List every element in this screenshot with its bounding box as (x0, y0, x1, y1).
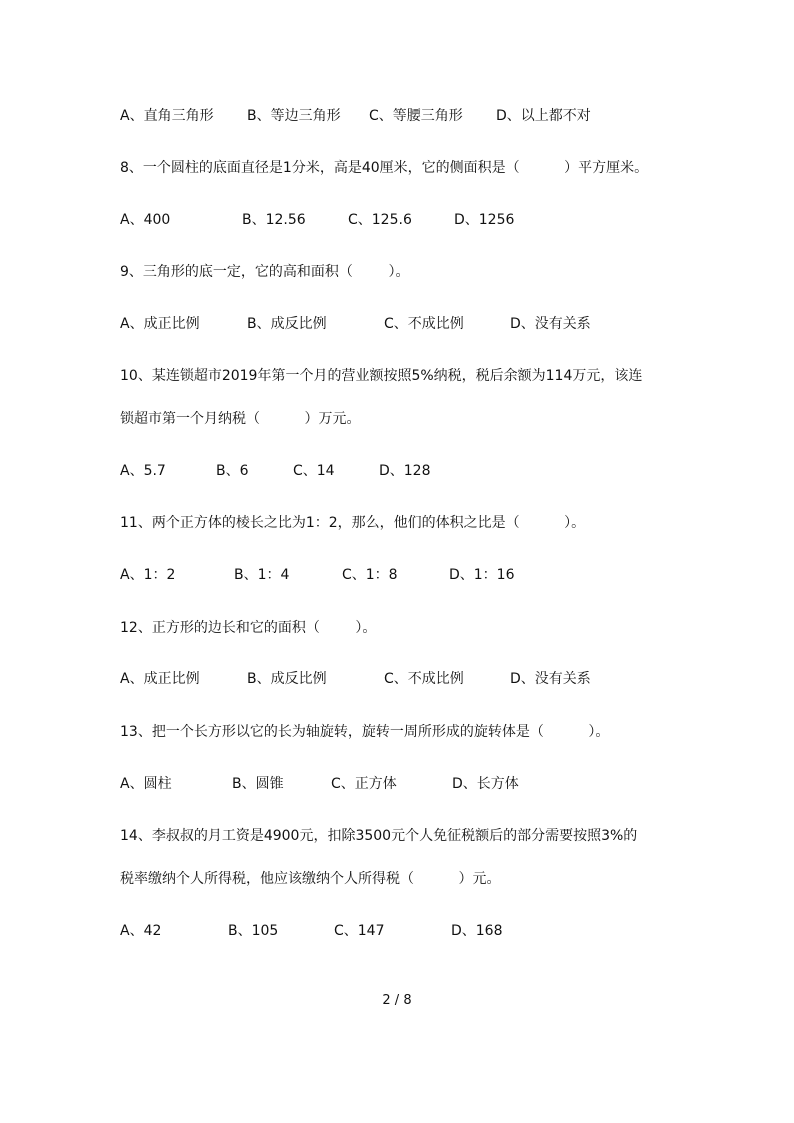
q10-stem-line1: 10、某连锁超市2019年第一个月的营业额按照5%纳税，税后余额为114万元，该连 (120, 368, 643, 384)
q7-option-b: B、等边三角形 (247, 108, 341, 124)
q9-option-d: D、没有关系 (510, 316, 591, 332)
q7-option-d: D、以上都不对 (496, 108, 591, 124)
q12-option-c: C、不成比例 (384, 671, 464, 687)
page-number: 2 / 8 (382, 993, 412, 1008)
q11-stem: 11、两个正方体的棱长之比为1：2，那么，他们的体积之比是（ ）。 (120, 515, 586, 531)
q12-option-b: B、成反比例 (247, 671, 327, 687)
q11-option-c: C、1：8 (342, 567, 398, 583)
q9-stem: 9、三角形的底一定，它的高和面积（ ）。 (120, 264, 410, 280)
q10-option-a: A、5.7 (120, 463, 166, 479)
q8-option-c: C、125.6 (348, 212, 412, 228)
q8-option-a: A、400 (120, 212, 171, 228)
q8-stem: 8、一个圆柱的底面直径是1分米，高是40厘米，它的侧面积是（ ）平方厘米。 (120, 160, 649, 176)
q13-option-d: D、长方体 (452, 776, 519, 792)
q14-stem-line2: 税率缴纳个人所得税，他应该缴纳个人所得税（ ）元。 (120, 871, 501, 887)
q14-option-d: D、168 (451, 923, 503, 939)
q8-option-d: D、1256 (454, 212, 515, 228)
q13-option-b: B、圆锥 (232, 776, 284, 792)
q9-option-c: C、不成比例 (384, 316, 464, 332)
q11-option-d: D、1：16 (449, 567, 515, 583)
q7-option-c: C、等腰三角形 (369, 108, 463, 124)
q10-option-d: D、128 (379, 463, 431, 479)
q10-option-c: C、14 (293, 463, 335, 479)
q12-stem: 12、正方形的边长和它的面积（ ）。 (120, 620, 377, 636)
q12-option-d: D、没有关系 (510, 671, 591, 687)
q11-option-b: B、1：4 (234, 567, 290, 583)
q13-stem: 13、把一个长方形以它的长为轴旋转，旋转一周所形成的旋转体是（ ）。 (120, 724, 610, 740)
q10-stem-line2: 锁超市第一个月纳税（ ）万元。 (120, 411, 361, 427)
q9-option-b: B、成反比例 (247, 316, 327, 332)
q7-option-a: A、直角三角形 (120, 108, 214, 124)
q12-option-a: A、成正比例 (120, 671, 200, 687)
q14-option-b: B、105 (228, 923, 279, 939)
q13-option-a: A、圆柱 (120, 776, 172, 792)
q11-option-a: A、1：2 (120, 567, 176, 583)
q9-option-a: A、成正比例 (120, 316, 200, 332)
q10-option-b: B、6 (216, 463, 249, 479)
q14-option-c: C、147 (334, 923, 385, 939)
q14-stem-line1: 14、李叔叔的月工资是4900元，扣除3500元个人免征税额后的部分需要按照3%的 (120, 828, 638, 844)
q14-option-a: A、42 (120, 923, 162, 939)
q13-option-c: C、正方体 (331, 776, 397, 792)
q8-option-b: B、12.56 (242, 212, 306, 228)
